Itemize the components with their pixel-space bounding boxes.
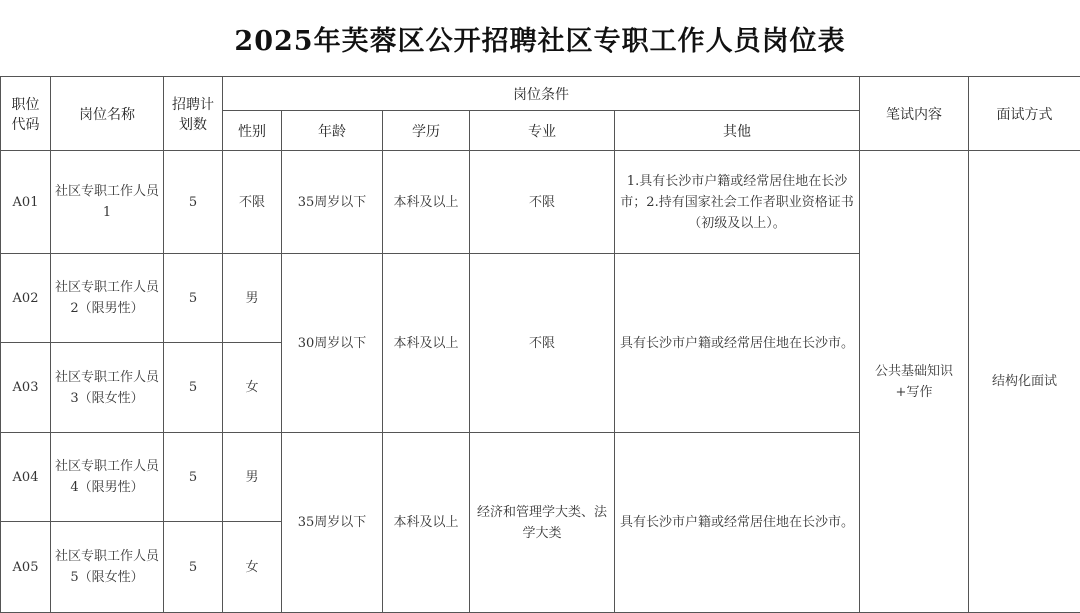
cell-major: 经济和管理学大类、法学大类: [470, 433, 615, 613]
header-gender: 性别: [223, 111, 282, 151]
header-code: 职位代码: [1, 77, 51, 151]
header-education: 学历: [383, 111, 470, 151]
cell-plan: 5: [164, 254, 223, 343]
cell-education: 本科及以上: [383, 254, 470, 433]
cell-name: 社区专职工作人员1: [51, 151, 164, 254]
cell-gender: 男: [223, 433, 282, 522]
cell-other: 具有长沙市户籍或经常居住地在长沙市。: [615, 433, 860, 613]
cell-written-content: 公共基础知识+写作: [860, 151, 969, 613]
cell-major: 不限: [470, 151, 615, 254]
cell-interview-method: 结构化面试: [969, 151, 1080, 613]
cell-name: 社区专职工作人员4（限男性）: [51, 433, 164, 522]
cell-education: 本科及以上: [383, 433, 470, 613]
cell-age: 30周岁以下: [282, 254, 383, 433]
header-written: 笔试内容: [860, 77, 969, 151]
cell-major: 不限: [470, 254, 615, 433]
header-plan: 招聘计划数: [164, 77, 223, 151]
header-interview: 面试方式: [969, 77, 1080, 151]
cell-gender: 男: [223, 254, 282, 343]
cell-plan: 5: [164, 433, 223, 522]
header-age: 年龄: [282, 111, 383, 151]
table-row: [1, 151, 1080, 254]
header-other: 其他: [615, 111, 860, 151]
cell-plan: 5: [164, 151, 223, 254]
cell-plan: 5: [164, 522, 223, 613]
header-conditions: 岗位条件: [223, 77, 860, 111]
cell-age: 35周岁以下: [282, 151, 383, 254]
cell-code: A01: [1, 151, 51, 254]
cell-other: 1.具有长沙市户籍或经常居住地在长沙市；2.持有国家社会工作者职业资格证书（初级及以上）。: [615, 151, 860, 254]
header-major: 专业: [470, 111, 615, 151]
cell-gender: 不限: [223, 151, 282, 254]
cell-education: 本科及以上: [383, 151, 470, 254]
positions-table: [0, 76, 1080, 613]
cell-age: 35周岁以下: [282, 433, 383, 613]
cell-plan: 5: [164, 343, 223, 433]
header-name: 岗位名称: [51, 77, 164, 151]
cell-gender: 女: [223, 343, 282, 433]
cell-name: 社区专职工作人员5（限女性）: [51, 522, 164, 613]
cell-name: 社区专职工作人员3（限女性）: [51, 343, 164, 433]
cell-code: A05: [1, 522, 51, 613]
cell-code: A04: [1, 433, 51, 522]
cell-code: A02: [1, 254, 51, 343]
cell-name: 社区专职工作人员2（限男性）: [51, 254, 164, 343]
cell-gender: 女: [223, 522, 282, 613]
cell-code: A03: [1, 343, 51, 433]
cell-other: 具有长沙市户籍或经常居住地在长沙市。: [615, 254, 860, 433]
page-title: 2025年芙蓉区公开招聘社区专职工作人员岗位表: [0, 0, 1080, 76]
header-row: [1, 77, 1080, 111]
